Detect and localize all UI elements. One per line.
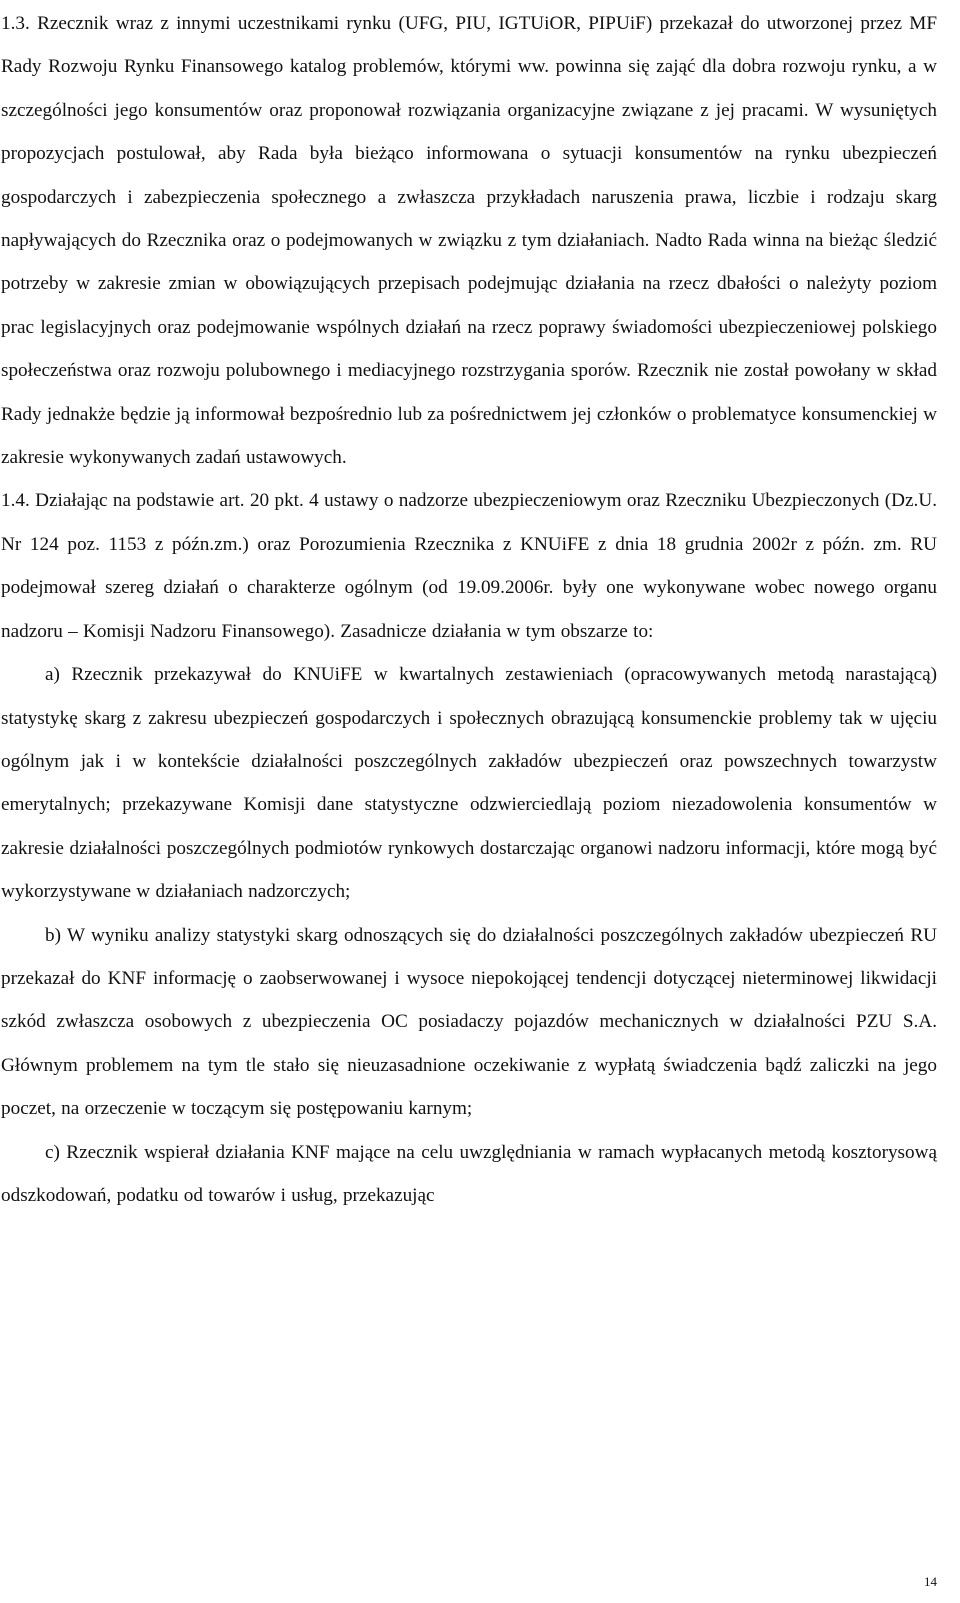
document-body — [1, 2, 937, 1217]
paragraph-1-4: 1.4. Działając na podstawie art. 20 pkt. 4 ustawy o nadzorze ubezpieczeniowym oraz Rzeczniku Ubezpieczonych (Dz.U. Nr 124 poz. 1153 z późn.zm.) oraz Porozumienia Rzecznika z KNUiFE z dnia 18 grudnia 2002r z późn. zm. RU podejmował szereg działań o charakterze ogólnym (od 19.09.2006r. były one wykonywane wobec nowego organu nadzoru – Komisji Nadzoru Finansowego). Zasadnicze działania w tym obszarze to: — [1, 490, 937, 642]
list-item-b: b) W wyniku analizy statystyki skarg odnoszących się do działalności poszczególnych zakładów ubezpieczeń RU przekazał do KNF informację o zaobserwowanej i wysoce niepokojącej tendencji dotyczącej nieterminowej likwidacji szkód zwłaszcza osobowych z ubezpieczenia OC posiadaczy pojazdów mechanicznych w działalności PZU S.A. Głównym problemem na tym tle stało się nieuzasadnione oczekiwanie z wypłatą świadczenia bądź zaliczki na jego poczet, na orzeczenie w toczącym się postępowaniu karnym; — [1, 924, 937, 1120]
list-item-a: a) Rzecznik przekazywał do KNUiFE w kwartalnych zestawieniach (opracowywanych metodą narastającą) statystykę skarg z zakresu ubezpieczeń gospodarczych i społecznych obrazującą konsumenckie problemy tak w ujęciu ogólnym jak i w kontekście działalności poszczególnych zakładów ubezpieczeń oraz powszechnych towarzystw emerytalnych; przekazywane Komisji dane statystyczne odzwierciedlają poziom niezadowolenia konsumentów w zakresie działalności poszczególnych podmiotów rynkowych dostarczając organowi nadzoru informacji, które mogą być wykorzystywane w działaniach nadzorczych; — [1, 664, 937, 903]
paragraph-1-3: 1.3. Rzecznik wraz z innymi uczestnikami rynku (UFG, PIU, IGTUiOR, PIPUiF) przekazał do utworzonej przez MF Rady Rozwoju Rynku Finansowego katalog problemów, którymi ww. powinna się zająć dla dobra rozwoju rynku, a w szczególności jego konsumentów oraz proponował rozwiązania organizacyjne związane z jej pracami. W wysuniętych propozycjach postulował, aby Rada była bieżąco informowana o sytuacji konsumentów na rynku ubezpieczeń gospodarczych i zabezpieczenia społecznego a zwłaszcza przykładach naruszenia prawa, liczbie i rodzaju skarg napływających do Rzecznika oraz o podejmowanych w związku z tym działaniach. Nadto Rada winna na bieżąc śledzić potrzeby w zakresie zmian w obowiązujących przepisach podejmując działania na rzecz dbałości o należyty poziom prac legislacyjnych oraz podejmowanie wspólnych działań na rzecz poprawy świadomości ubezpieczeniowej polskiego społeczeństwa oraz rozwoju polubownego i mediacyjnego rozstrzygania sporów. Rzecznik nie został powołany w skład Rady jednakże będzie ją informował bezpośrednio lub za pośrednictwem jej członków o problematyce konsumenckiej w zakresie wykonywanych zadań ustawowych. — [1, 13, 937, 469]
page-number: 14 — [924, 1574, 937, 1589]
list-item-c: c) Rzecznik wspierał działania KNF mające na celu uwzględniania w ramach wypłacanych metodą kosztorysową odszkodowań, podatku od towarów i usług, przekazując — [1, 1141, 937, 1206]
